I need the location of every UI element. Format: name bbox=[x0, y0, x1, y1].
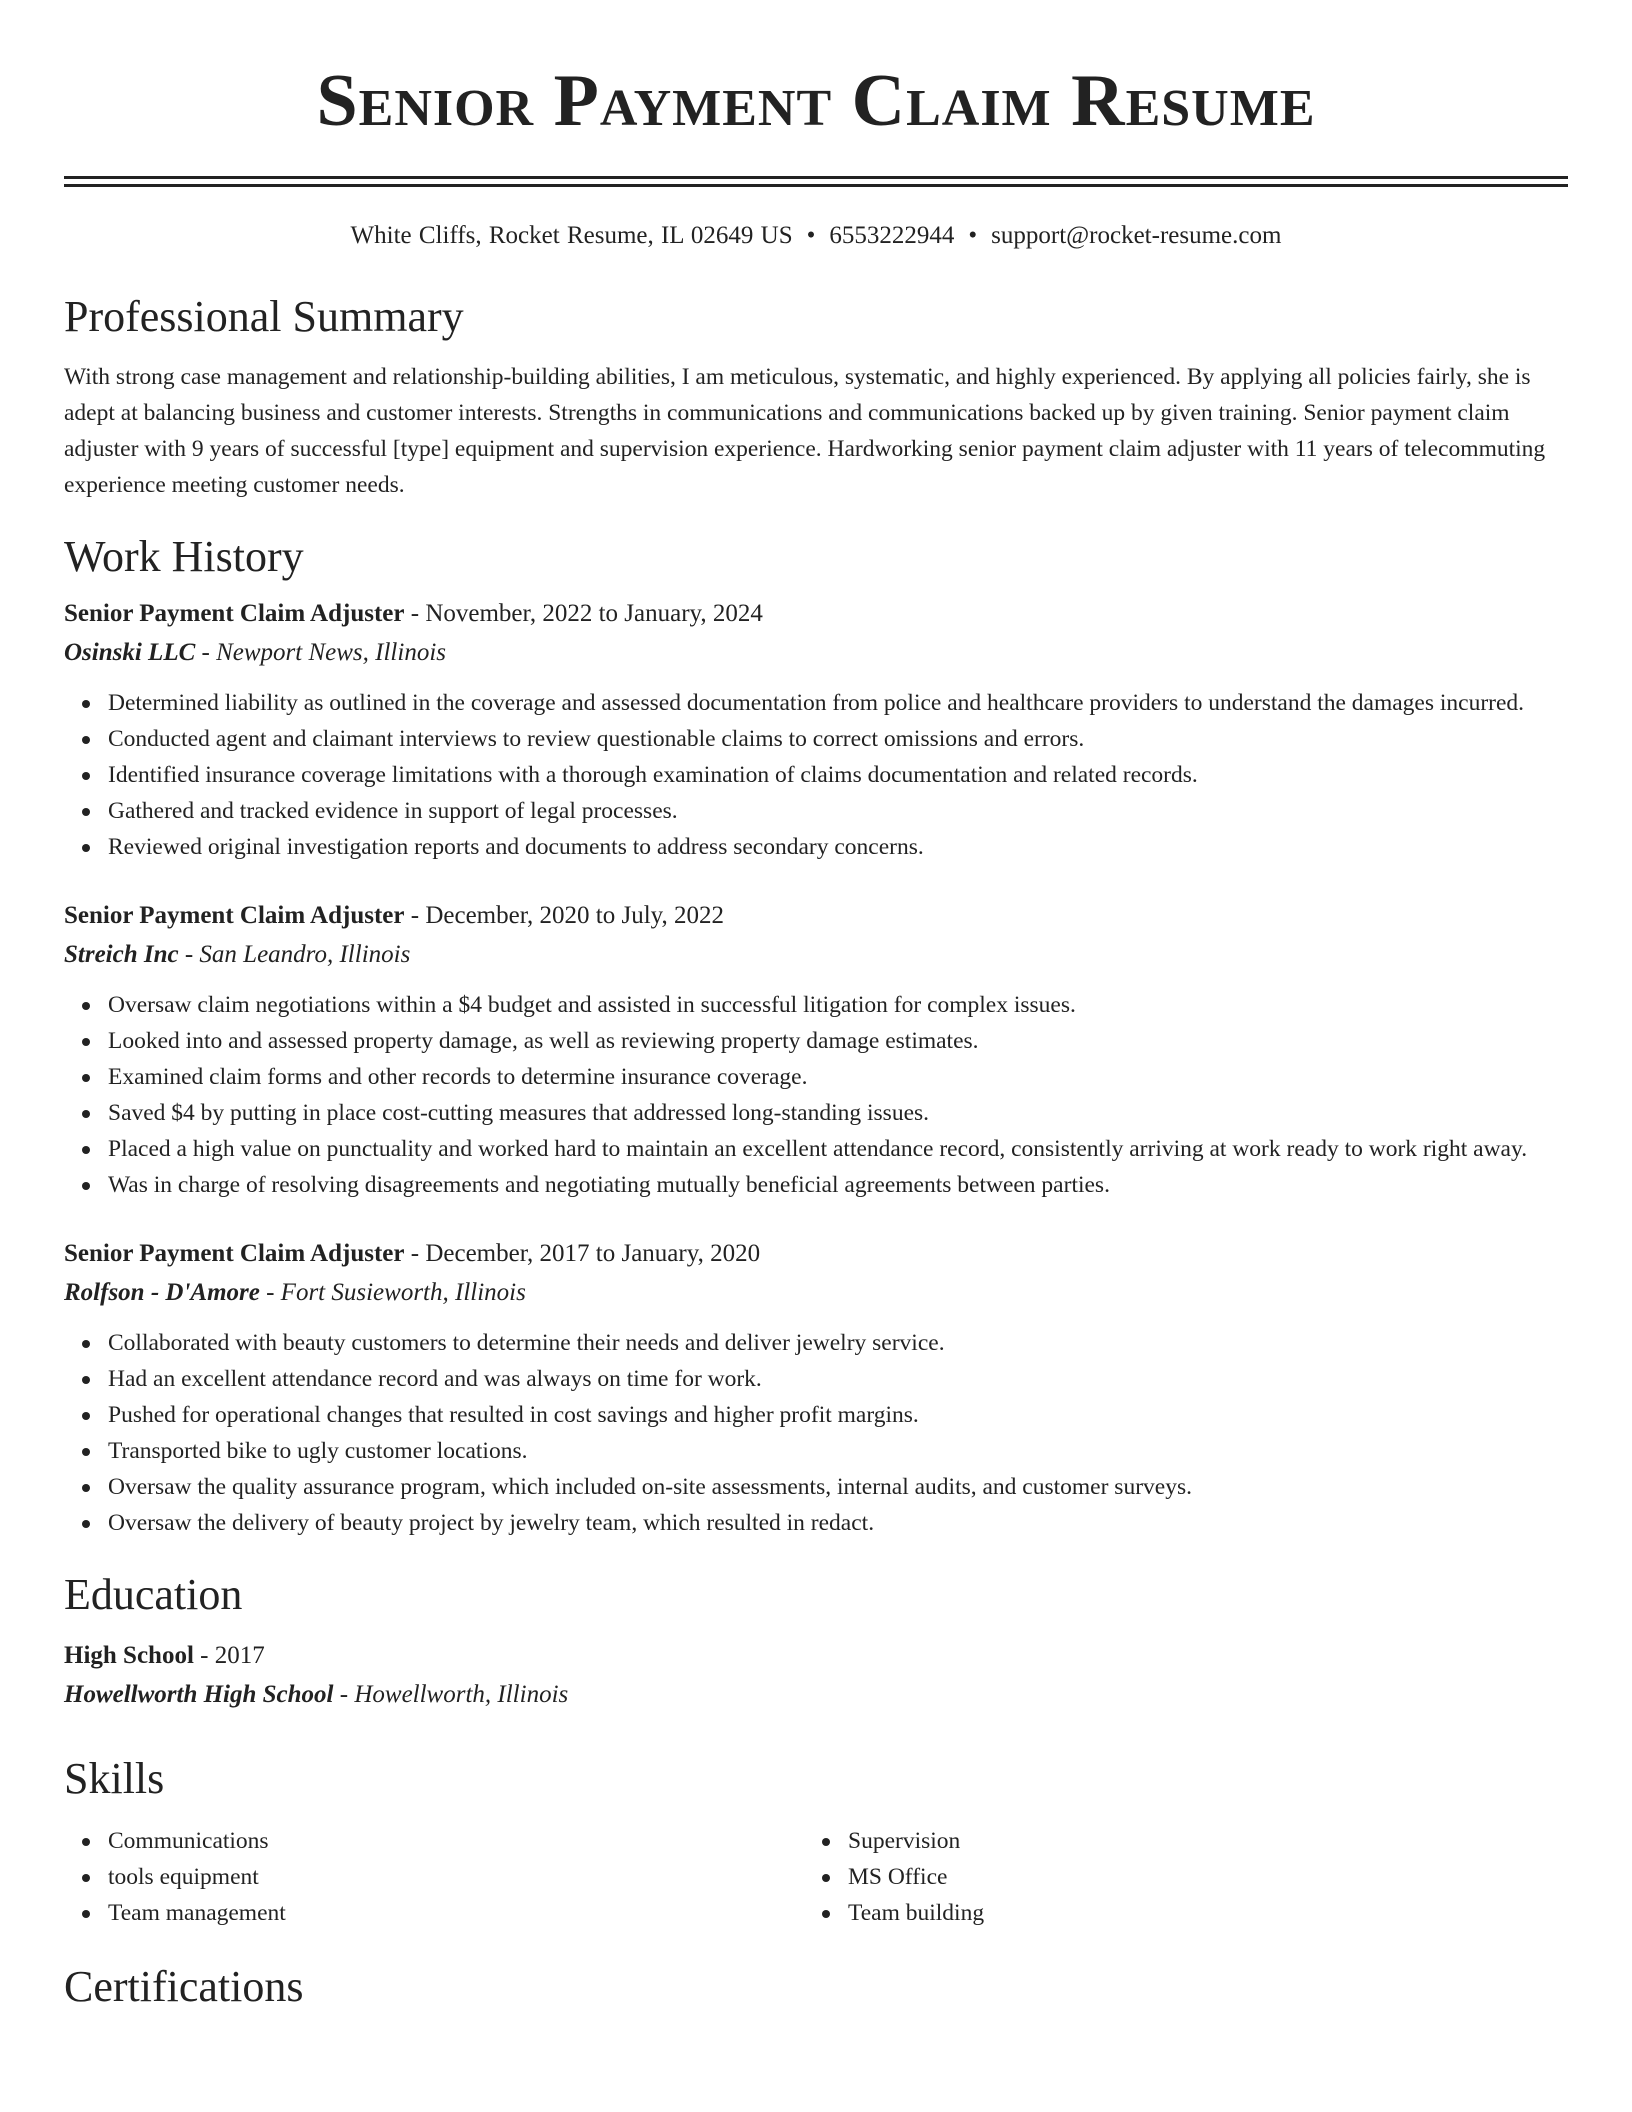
list-item bbox=[108, 1859, 804, 1895]
bullet-icon bbox=[822, 1874, 830, 1882]
job-company: Osinski LLC bbox=[64, 639, 196, 666]
section-heading-skills: Skills bbox=[64, 1754, 165, 1803]
duty-text: Oversaw the delivery of beauty project by jewelry team, which resulted in redact. bbox=[108, 1510, 875, 1536]
bullet-icon bbox=[82, 844, 90, 852]
duty-text: Oversaw claim negotiations within a $4 budget and assisted in successful litigation for complex issues. bbox=[108, 992, 1076, 1018]
skill-text: MS Office bbox=[848, 1864, 948, 1890]
list-item bbox=[848, 1823, 1544, 1859]
job-entry bbox=[64, 1235, 1568, 1541]
contact-separator: • bbox=[806, 222, 816, 249]
bullet-icon bbox=[82, 1002, 90, 1010]
job-role: Senior Payment Claim Adjuster bbox=[64, 902, 405, 929]
section-heading-certifications: Certifications bbox=[64, 1962, 304, 2011]
list-item bbox=[108, 1823, 804, 1859]
skill-text: Team building bbox=[848, 1900, 985, 1926]
job-location: - San Leandro, Illinois bbox=[178, 941, 411, 968]
contact-email: support@rocket-resume.com bbox=[991, 222, 1282, 249]
bullet-icon bbox=[82, 1448, 90, 1456]
duty-text: Gathered and tracked evidence in support of legal processes. bbox=[108, 798, 678, 824]
bullet-icon bbox=[82, 1910, 90, 1918]
list-item bbox=[108, 1433, 1568, 1469]
skills-list bbox=[64, 1823, 804, 1931]
list-item bbox=[108, 987, 1568, 1023]
skills-grid bbox=[64, 1823, 1568, 1931]
duty-text: Saved $4 by putting in place cost-cutting measures that addressed long-standing issues. bbox=[108, 1100, 930, 1126]
education-degree: High School bbox=[64, 1642, 194, 1669]
job-location: - Fort Susieworth, Illinois bbox=[259, 1279, 526, 1306]
job-duties-list bbox=[64, 987, 1568, 1203]
title-divider-bottom bbox=[64, 184, 1568, 187]
bullet-icon bbox=[82, 808, 90, 816]
duty-text: Placed a high value on punctuality and worked hard to maintain an excellent attendance record, consistently arriving at work ready to work right away. bbox=[108, 1136, 1528, 1162]
bullet-icon bbox=[822, 1838, 830, 1846]
skill-text: tools equipment bbox=[108, 1864, 259, 1890]
skills-column-left bbox=[64, 1823, 804, 1931]
job-company-line bbox=[64, 633, 1568, 673]
duty-text: Reviewed original investigation reports and documents to address secondary concerns. bbox=[108, 834, 924, 860]
duty-text: Determined liability as outlined in the coverage and assessed documentation from police and healthcare providers to understand the damages incurred. bbox=[108, 690, 1525, 716]
list-item bbox=[108, 1505, 1568, 1541]
list-item bbox=[108, 1023, 1568, 1059]
duty-text: Examined claim forms and other records to determine insurance coverage. bbox=[108, 1064, 808, 1090]
duty-text: Collaborated with beauty customers to determine their needs and deliver jewelry service. bbox=[108, 1330, 945, 1356]
bullet-icon bbox=[82, 1146, 90, 1154]
list-item bbox=[108, 1059, 1568, 1095]
job-company-line bbox=[64, 1273, 1568, 1313]
contact-separator: • bbox=[968, 222, 978, 249]
job-company-line bbox=[64, 935, 1568, 975]
job-title-line bbox=[64, 897, 1568, 935]
list-item bbox=[108, 1469, 1568, 1505]
duty-text: Looked into and assessed property damage, as well as reviewing property damage estimates. bbox=[108, 1028, 979, 1054]
job-entry bbox=[64, 897, 1568, 1203]
bullet-icon bbox=[82, 1182, 90, 1190]
list-item bbox=[108, 793, 1568, 829]
job-role: Senior Payment Claim Adjuster bbox=[64, 600, 405, 627]
duty-text: Had an excellent attendance record and was always on time for work. bbox=[108, 1366, 762, 1392]
bullet-icon bbox=[82, 1838, 90, 1846]
education-location: - Howellworth, Illinois bbox=[333, 1681, 569, 1708]
bullet-icon bbox=[822, 1910, 830, 1918]
bullet-icon bbox=[82, 1340, 90, 1348]
job-role: Senior Payment Claim Adjuster bbox=[64, 1240, 405, 1267]
list-item bbox=[108, 1325, 1568, 1361]
job-duties-list bbox=[64, 1325, 1568, 1541]
bullet-icon bbox=[82, 1520, 90, 1528]
duty-text: Oversaw the quality assurance program, which included on-site assessments, internal audits, and customer surveys. bbox=[108, 1474, 1192, 1500]
skill-text: Supervision bbox=[848, 1828, 961, 1854]
skill-text: Communications bbox=[108, 1828, 269, 1854]
list-item bbox=[108, 1895, 804, 1931]
duty-text: Identified insurance coverage limitations with a thorough examination of claims documentation and related records. bbox=[108, 762, 1198, 788]
education-degree-line bbox=[64, 1637, 1568, 1675]
job-entry bbox=[64, 595, 1568, 865]
skills-list bbox=[804, 1823, 1544, 1931]
bullet-icon bbox=[82, 1874, 90, 1882]
resume-title: Senior Payment Claim Resume bbox=[316, 60, 1316, 142]
bullet-icon bbox=[82, 1484, 90, 1492]
contact-phone: 6553222944 bbox=[829, 222, 955, 249]
list-item bbox=[108, 1361, 1568, 1397]
list-item bbox=[848, 1859, 1544, 1895]
job-company: Streich Inc bbox=[64, 941, 179, 968]
education-school-line bbox=[64, 1675, 1568, 1715]
bullet-icon bbox=[82, 700, 90, 708]
job-dates: - December, 2020 to July, 2022 bbox=[404, 902, 725, 929]
job-dates: - November, 2022 to January, 2024 bbox=[404, 600, 763, 627]
list-item bbox=[108, 829, 1568, 865]
bullet-icon bbox=[82, 1074, 90, 1082]
bullet-icon bbox=[82, 1038, 90, 1046]
job-title-line bbox=[64, 595, 1568, 633]
list-item bbox=[108, 757, 1568, 793]
title-divider-top bbox=[64, 176, 1568, 179]
job-company: Rolfson - D'Amore bbox=[64, 1279, 260, 1306]
list-item bbox=[108, 1095, 1568, 1131]
job-dates: - December, 2017 to January, 2020 bbox=[404, 1240, 761, 1267]
education-entry bbox=[64, 1637, 1568, 1715]
job-duties-list bbox=[64, 685, 1568, 865]
list-item bbox=[848, 1895, 1544, 1931]
list-item bbox=[108, 685, 1568, 721]
list-item bbox=[108, 721, 1568, 757]
section-heading-education: Education bbox=[64, 1570, 243, 1619]
contact-line bbox=[64, 219, 1568, 253]
section-heading-work-history: Work History bbox=[64, 532, 304, 581]
bullet-icon bbox=[82, 1376, 90, 1384]
bullet-icon bbox=[82, 736, 90, 744]
education-school: Howellworth High School bbox=[64, 1681, 334, 1708]
skills-column-right bbox=[804, 1823, 1544, 1931]
bullet-icon bbox=[82, 772, 90, 780]
bullet-icon bbox=[82, 1412, 90, 1420]
list-item bbox=[108, 1131, 1568, 1167]
education-year: - 2017 bbox=[193, 1642, 265, 1669]
contact-address: White Cliffs, Rocket Resume, IL 02649 US bbox=[350, 222, 793, 249]
list-item bbox=[108, 1397, 1568, 1433]
job-title-line bbox=[64, 1235, 1568, 1273]
duty-text: Was in charge of resolving disagreements and negotiating mutually beneficial agreements between parties. bbox=[108, 1172, 1110, 1198]
section-heading-summary: Professional Summary bbox=[64, 292, 464, 341]
bullet-icon bbox=[82, 1110, 90, 1118]
job-location: - Newport News, Illinois bbox=[195, 639, 446, 666]
duty-text: Conducted agent and claimant interviews to review questionable claims to correct omissions and errors. bbox=[108, 726, 1085, 752]
list-item bbox=[108, 1167, 1568, 1203]
summary-text: With strong case management and relationship-building abilities, I am meticulous, systematic, and highly experienced. By applying all policies fairly, she is adept at balancing business and customer interests. Strengths in communications and communications backed up by given training. Senior payment claim adjuster with 9 years of successful [type] equipment and supervision experience. Hardworking senior payment claim adjuster with 11 years of telecommuting experience meeting customer needs. bbox=[64, 364, 1546, 498]
duty-text: Pushed for operational changes that resulted in cost savings and higher profit margins. bbox=[108, 1402, 919, 1428]
skill-text: Team management bbox=[108, 1900, 286, 1926]
duty-text: Transported bike to ugly customer locations. bbox=[108, 1438, 528, 1464]
